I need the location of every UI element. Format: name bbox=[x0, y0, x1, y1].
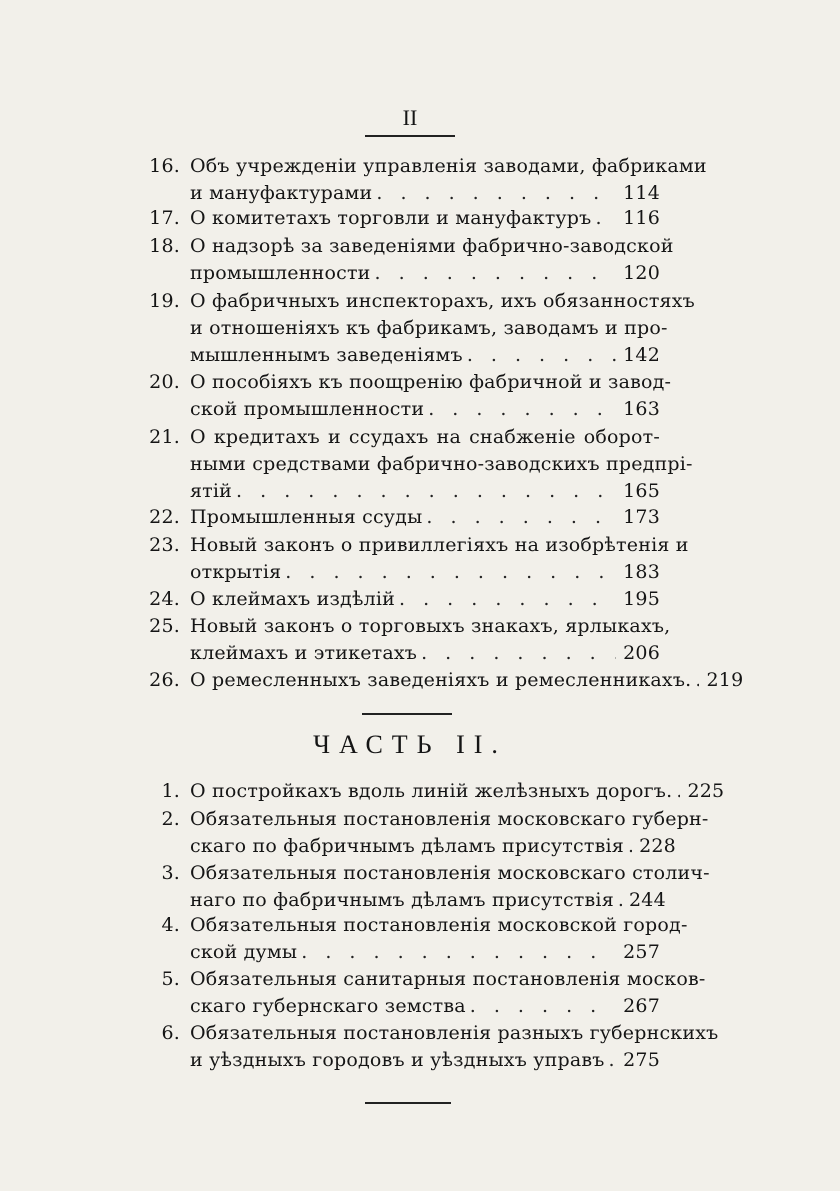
toc-entry bbox=[140, 667, 744, 694]
toc-entry-number: 26. bbox=[149, 669, 180, 691]
toc-entry-number: 4. bbox=[161, 914, 180, 936]
toc-entry-title-line: Объ учрежденіи управленія заводами, фабриками bbox=[190, 155, 707, 177]
toc-entry-number: 18. bbox=[149, 235, 180, 257]
footer-rule bbox=[365, 1102, 451, 1104]
toc-entry bbox=[140, 860, 710, 914]
dot-leader bbox=[417, 640, 616, 667]
toc-entry-page: 173 bbox=[623, 506, 660, 528]
toc-entry-title-line: и отношеніяхъ къ фабрикамъ, заводамъ и про- bbox=[190, 317, 668, 339]
dot-leader bbox=[624, 833, 632, 860]
toc-entry-number: 17. bbox=[149, 207, 180, 229]
toc-entry-title-line: ской думы bbox=[190, 941, 298, 963]
toc-entry-title-line: Новый законъ о торговыхъ знакахъ, ярлыкахъ, bbox=[190, 615, 671, 637]
toc-entry bbox=[140, 424, 693, 505]
toc-entry-title-line: скаго губернскаго земства bbox=[190, 995, 466, 1017]
toc-entry bbox=[140, 504, 660, 531]
toc-entry-title-line: О постройкахъ вдоль линій желѣзныхъ дорогъ. bbox=[190, 780, 673, 802]
toc-entry-page: 206 bbox=[623, 642, 660, 664]
toc-entry-number: 6. bbox=[161, 1022, 180, 1044]
page-number: II bbox=[402, 105, 418, 130]
toc-entry-page: 228 bbox=[639, 835, 676, 857]
toc-entry-page: 165 bbox=[623, 480, 660, 502]
toc-entry-page: 163 bbox=[623, 398, 660, 420]
header-rule bbox=[365, 135, 455, 137]
toc-entry-title-line: О фабричныхъ инспекторахъ, ихъ обязанностяхъ bbox=[190, 290, 695, 312]
toc-entry-number: 5. bbox=[161, 968, 180, 990]
toc-entry-title-line: О пособіяхъ къ поощренію фабричной и завод- bbox=[190, 371, 672, 393]
toc-entry-title-line: О кредитахъ и ссудахъ на снабженіе оборот- bbox=[190, 426, 660, 448]
dot-leader bbox=[672, 778, 680, 805]
dot-leader bbox=[591, 205, 616, 232]
toc-entry bbox=[140, 1020, 719, 1074]
dot-leader bbox=[281, 559, 616, 586]
toc-entry-page: 257 bbox=[623, 941, 660, 963]
toc-entry-title-line: скаго по фабричнымъ дѣламъ присутствія bbox=[190, 835, 624, 857]
dot-leader bbox=[605, 1047, 616, 1074]
toc-entry-number: 16. bbox=[149, 155, 180, 177]
toc-entry-title-line: открытія bbox=[190, 561, 282, 583]
toc-entry-title-line: промышленности bbox=[190, 262, 371, 284]
toc-entry bbox=[140, 153, 707, 207]
dot-leader bbox=[297, 939, 616, 966]
toc-entry-title-line: О комитетахъ торговли и мануфактуръ bbox=[190, 207, 592, 229]
toc-entry-title-line: и уѣздныхъ городовъ и уѣздныхъ управъ bbox=[190, 1049, 605, 1071]
toc-entry-page: 120 bbox=[623, 262, 660, 284]
dot-leader bbox=[232, 478, 616, 505]
toc-entry-number: 24. bbox=[149, 588, 180, 610]
toc-entry-page: 225 bbox=[687, 780, 725, 802]
dot-leader bbox=[372, 180, 616, 207]
toc-entry-title-line: и мануфактурами bbox=[190, 182, 373, 204]
toc-entry bbox=[140, 205, 660, 232]
dot-leader bbox=[466, 993, 616, 1020]
toc-entry-title-line: Обязательныя постановленія разныхъ губернскихъ bbox=[190, 1022, 719, 1044]
dot-leader bbox=[463, 342, 616, 369]
toc-entry-page: 114 bbox=[623, 182, 660, 204]
toc-entry-number: 2. bbox=[161, 808, 180, 830]
toc-entry-page: 195 bbox=[623, 588, 660, 610]
toc-entry-title-line: мышленнымъ заведеніямъ bbox=[190, 344, 463, 366]
toc-entry-title-line: ской промышленности bbox=[190, 398, 425, 420]
toc-entry-page: 275 bbox=[623, 1049, 660, 1071]
dot-leader bbox=[395, 586, 616, 613]
toc-entry-page: 183 bbox=[623, 561, 660, 583]
toc-entry-title-line: клеймахъ и этикетахъ bbox=[190, 642, 418, 664]
toc-entry-title-line: Обязательныя постановленія московской город- bbox=[190, 914, 688, 936]
toc-entry-number: 1. bbox=[161, 780, 180, 802]
toc-entry-title-line: Обязательныя санитарныя постановленія москов- bbox=[190, 968, 706, 990]
toc-entry-page: 116 bbox=[623, 207, 660, 229]
toc-entry-number: 3. bbox=[161, 862, 180, 884]
toc-entry-number: 25. bbox=[149, 615, 180, 637]
part-heading: ЧАСТЬ II. bbox=[313, 730, 507, 759]
toc-entry bbox=[140, 369, 672, 423]
toc-entry bbox=[140, 288, 695, 369]
toc-entry-title-line: О клеймахъ издѣлій bbox=[190, 588, 396, 610]
toc-entry bbox=[140, 778, 725, 805]
section-divider bbox=[362, 713, 452, 715]
toc-entry-number: 20. bbox=[149, 371, 180, 393]
toc-entry bbox=[140, 613, 671, 667]
toc-entry-title-line: Обязательныя постановленія московскаго губерн- bbox=[190, 808, 709, 830]
toc-entry-title-line: ными средствами фабрично-заводскихъ предпрі- bbox=[190, 453, 693, 475]
toc-entry-number: 22. bbox=[149, 506, 180, 528]
toc-entry-number: 19. bbox=[149, 290, 180, 312]
toc-entry bbox=[140, 532, 689, 586]
toc-entry-title-line: Промышленныя ссуды bbox=[190, 506, 423, 528]
toc-entry-title-line: Новый законъ о привиллегіяхъ на изобрѣтенія и bbox=[190, 534, 689, 556]
toc-entry-title-line: ятій bbox=[190, 480, 233, 502]
toc-entry-title-line: О ремесленныхъ заведеніяхъ и ремесленникахъ. bbox=[190, 669, 692, 691]
toc-entry bbox=[140, 912, 688, 966]
toc-entry bbox=[140, 966, 706, 1020]
toc-entry bbox=[140, 586, 660, 613]
dot-leader bbox=[614, 887, 622, 914]
toc-entry-page: 244 bbox=[629, 889, 666, 911]
toc-entry bbox=[140, 806, 709, 860]
toc-entry-number: 23. bbox=[149, 534, 180, 556]
dot-leader bbox=[691, 667, 699, 694]
toc-entry-title-line: наго по фабричнымъ дѣламъ присутствія bbox=[190, 889, 614, 911]
toc-entry-title-line: О надзорѣ за заведеніями фабрично-заводской bbox=[190, 235, 674, 257]
toc-entry bbox=[140, 233, 674, 287]
toc-entry-page: 219 bbox=[706, 669, 744, 691]
toc-entry-title-line: Обязательныя постановленія московскаго столич- bbox=[190, 862, 710, 884]
dot-leader bbox=[422, 504, 616, 531]
toc-entry-number: 21. bbox=[149, 426, 180, 448]
dot-leader bbox=[371, 260, 616, 287]
dot-leader bbox=[424, 396, 616, 423]
toc-entry-page: 142 bbox=[623, 344, 660, 366]
toc-entry-page: 267 bbox=[623, 995, 660, 1017]
